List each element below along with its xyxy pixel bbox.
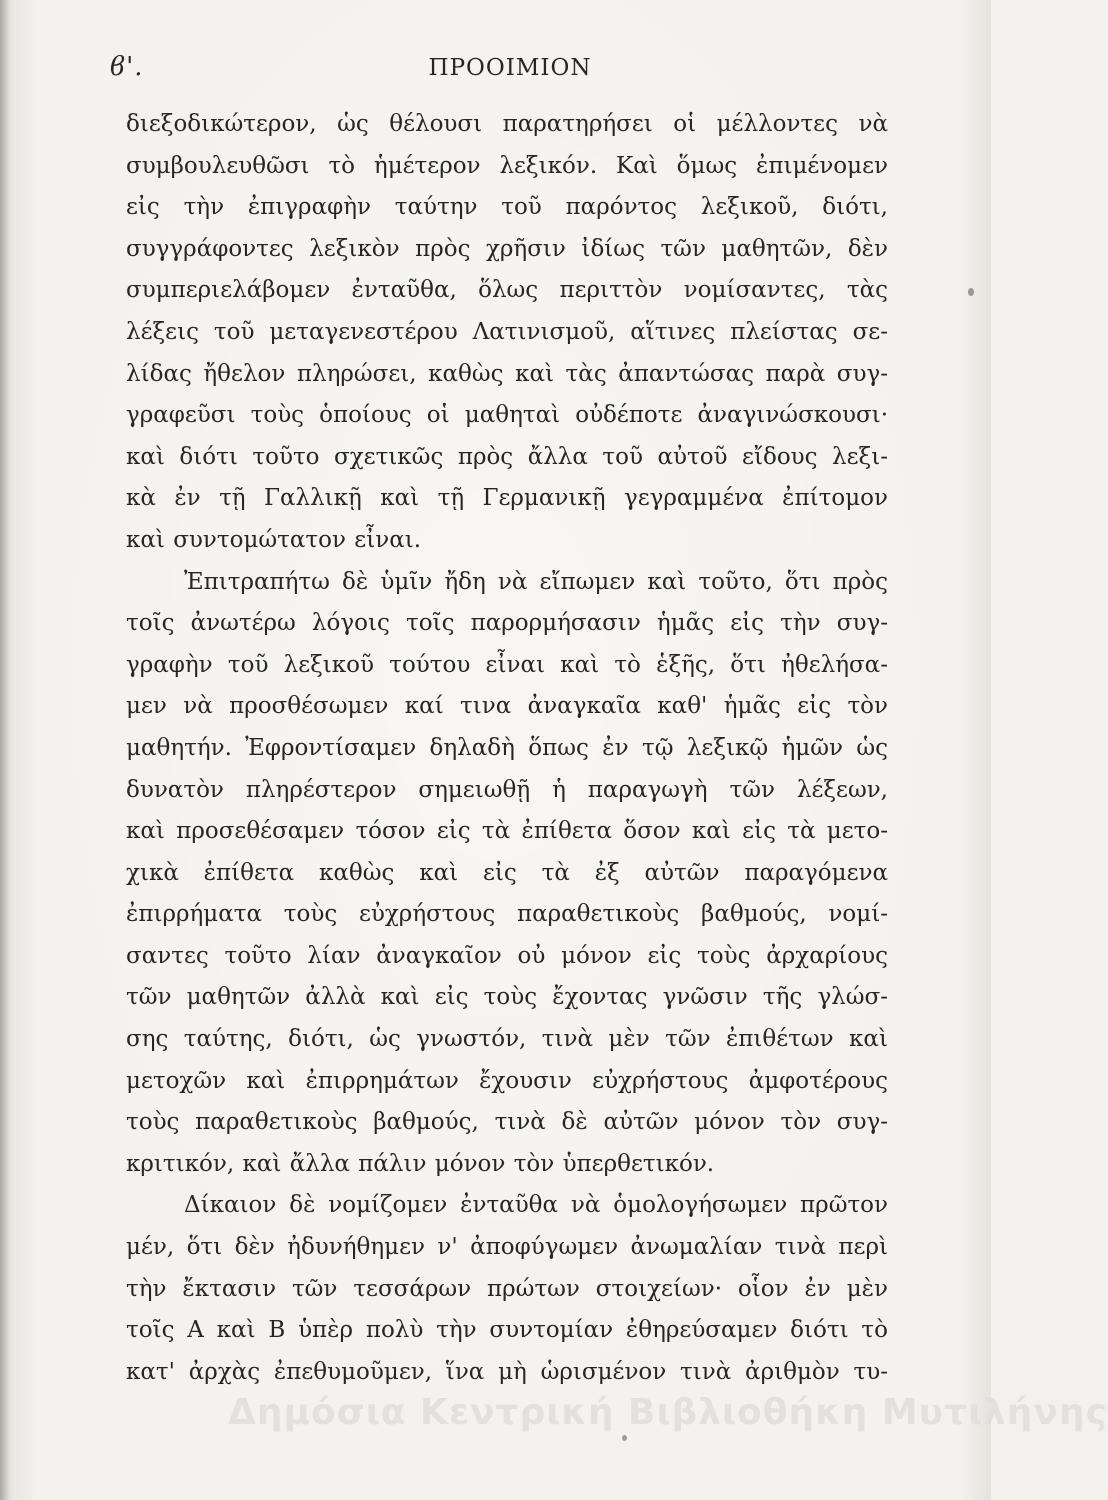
paragraph — [126, 562, 888, 1186]
text-line: μεν νὰ προσθέσωμεν καί τινα ἀναγκαῖα καθ' ἡμᾶς εἰς τὸν — [126, 693, 888, 720]
text-line: λίδας ἤθελον πληρώσει, καθὼς καὶ τὰς ἀπαντώσας παρὰ συγ- — [126, 360, 888, 387]
body-text — [126, 104, 888, 1393]
text-line: τοὺς παραθετικοὺς βαθμούς, τινὰ δὲ αὐτῶν μόνον τὸν συγ- — [126, 1109, 888, 1136]
text-line: γραφεῦσι τοὺς ὁποίους οἱ μαθηταὶ οὐδέποτε ἀναγινώσκουσι· — [126, 402, 888, 429]
paragraph — [126, 104, 888, 562]
binding-shadow — [0, 0, 10, 1500]
page-header — [110, 50, 910, 90]
text-line: γραφὴν τοῦ λεξικοῦ τούτου εἶναι καὶ τὸ ἑξῆς, ὅτι ἠθελήσα- — [126, 651, 888, 678]
paragraph — [126, 1185, 888, 1393]
text-line: κριτικόν, καὶ ἄλλα πάλιν μόνον τὸν ὑπερθετικόν. — [126, 1150, 715, 1177]
text-line: μέν, ὅτι δὲν ἠδυνήθημεν ν' ἀποφύγωμεν ἀνωμαλίαν τινὰ περὶ — [126, 1234, 888, 1261]
text-line: σαντες τοῦτο λίαν ἀναγκαῖον οὐ μόνον εἰς τοὺς ἀρχαρίους — [126, 942, 888, 969]
text-line: συγγράφοντες λεξικὸν πρὸς χρῆσιν ἰδίως τῶν μαθητῶν, δὲν — [126, 235, 888, 262]
text-line: καὶ συντομώτατον εἶναι. — [126, 526, 422, 553]
text-line: κατ' ἀρχὰς ἐπεθυμοῦμεν, ἵνα μὴ ὡρισμένον τινὰ ἀριθμὸν τυ- — [126, 1358, 888, 1385]
text-line: δυνατὸν πληρέστερον σημειωθῇ ἡ παραγωγὴ τῶν λέξεων, — [126, 776, 888, 803]
text-line: τῶν μαθητῶν ἀλλὰ καὶ εἰς τοὺς ἔχοντας γνῶσιν τῆς γλώσ- — [126, 984, 888, 1011]
text-line: Ἐπιτραπήτω δὲ ὑμῖν ἤδη νὰ εἴπωμεν καὶ τοῦτο, ὅτι πρὸς — [184, 568, 888, 595]
text-line: συμβουλευθῶσι τὸ ἡμέτερον λεξικόν. Καὶ ὅμως ἐπιμένομεν — [126, 152, 888, 179]
library-watermark: Δημόσια Κεντρική Βιβλιοθήκη Μυτιλήνης — [228, 1392, 1108, 1433]
text-line: καὶ διότι τοῦτο σχετικῶς πρὸς ἄλλα τοῦ αὐτοῦ εἴδους λεξι- — [126, 443, 888, 470]
text-line: ἐπιρρήματα τοὺς εὐχρήστους παραθετικοὺς βαθμούς, νομί- — [126, 901, 888, 928]
text-line: διεξοδικώτερον, ὡς θέλουσι παρατηρήσει οἱ μέλλοντες νὰ — [126, 111, 888, 137]
text-line: σης ταύτης, διότι, ὡς γνωστόν, τινὰ μὲν τῶν ἐπιθέτων καὶ — [126, 1026, 888, 1053]
text-line: καὶ προσεθέσαμεν τόσον εἰς τὰ ἐπίθετα ὅσον καὶ εἰς τὰ μετο- — [126, 818, 888, 845]
text-line: λέξεις τοῦ μεταγενεστέρου Λατινισμοῦ, αἵτινες πλείστας σε- — [126, 318, 888, 345]
ink-speck — [968, 288, 974, 296]
text-line: τὴν ἔκτασιν τῶν τεσσάρων πρώτων στοιχείων· οἷον ἐν μὲν — [126, 1275, 888, 1302]
running-title: ΠΡΟΟΙΜΙΟΝ — [428, 55, 592, 81]
text-line: μετοχῶν καὶ ἐπιρρημάτων ἔχουσιν εὐχρήστους ἀμφοτέρους — [126, 1067, 888, 1094]
text-line: Δίκαιον δὲ νομίζομεν ἐνταῦθα νὰ ὁμολογήσωμεν πρῶτον — [184, 1192, 888, 1219]
page-number: ϐ'. — [110, 52, 144, 82]
text-line: χικὰ ἐπίθετα καθὼς καὶ εἰς τὰ ἐξ αὐτῶν παραγόμενα — [126, 859, 888, 886]
text-line: κὰ ἐν τῇ Γαλλικῇ καὶ τῇ Γερμανικῇ γεγραμμένα ἐπίτομον — [126, 485, 888, 512]
text-line: εἰς τὴν ἐπιγραφὴν ταύτην τοῦ παρόντος λεξικοῦ, διότι, — [126, 194, 888, 221]
ink-speck — [622, 1435, 627, 1441]
text-line: μαθητήν. Ἐφροντίσαμεν δηλαδὴ ὅπως ἐν τῷ λεξικῷ ἡμῶν ὡς — [126, 734, 888, 761]
text-line: τοῖς Α καὶ Β ὑπὲρ πολὺ τὴν συντομίαν ἐθηρεύσαμεν διότι τὸ — [126, 1317, 888, 1344]
text-line: συμπεριελάβομεν ἐνταῦθα, ὅλως περιττὸν νομίσαντες, τὰς — [126, 277, 888, 304]
text-line: τοῖς ἀνωτέρω λόγοις τοῖς παρορμήσασιν ἡμᾶς εἰς τὴν συγ- — [126, 610, 888, 637]
